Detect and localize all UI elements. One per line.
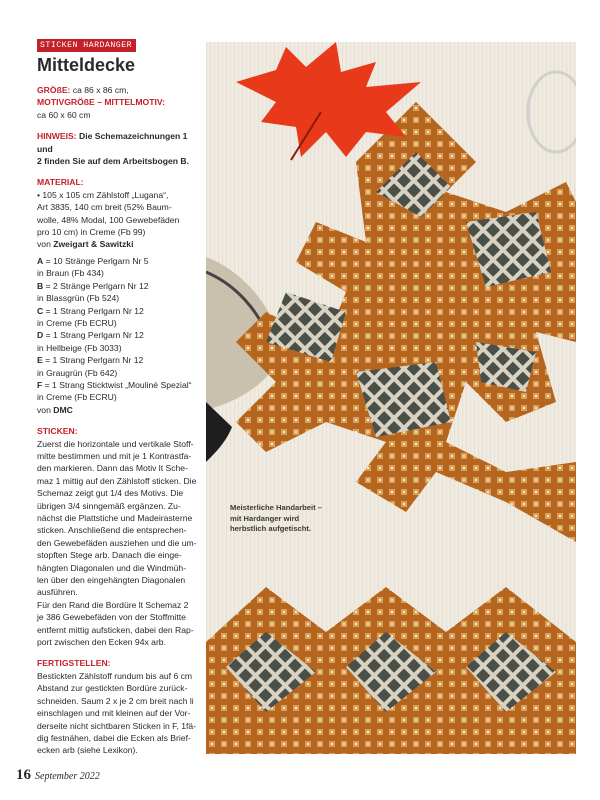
finish-label: FERTIGSTELLEN: xyxy=(37,658,111,669)
issue-date: September 2022 xyxy=(35,771,100,782)
text-line: port zwischen den Ecken 94x arb. xyxy=(37,637,166,648)
text-line: übrigen 3/4 sinngemäß ergänzen. Zu- xyxy=(37,500,181,511)
page-footer xyxy=(16,766,100,784)
caption-line: mit Hardanger wird xyxy=(230,513,300,523)
text-line: schneiden. Saum 2 x je 2 cm breit nach li xyxy=(37,695,194,706)
embroider-text xyxy=(37,438,197,649)
fabric-line: pro 10 cm) in Creme (Fb 99) xyxy=(37,227,146,238)
text-line: nächst die Plattstiche und Madeirasterne xyxy=(37,513,193,523)
embroider-label: STICKEN: xyxy=(37,426,78,437)
yarn-color: in Creme (Fb ECRU) xyxy=(37,392,117,403)
yarn-color: in Braun (Fb 434) xyxy=(37,268,104,279)
yarn-brand: DMC xyxy=(53,404,73,415)
yarn-line: = 1 Strang Perlgarn Nr 12 xyxy=(43,305,144,316)
text-column xyxy=(37,38,197,766)
motif-value: ca 60 x 60 cm xyxy=(37,109,91,120)
yarn-by: von xyxy=(37,404,51,415)
yarn-color: in Graugrün (Fb 642) xyxy=(37,367,118,378)
motif-label: MOTIVGRÖßE – MITTELMOTIV: xyxy=(37,97,165,108)
text-line: hängten Diagonalen und die Windmüh- xyxy=(37,562,187,573)
text-line: einschlagen und mit kleinen auf der Vor- xyxy=(37,708,191,719)
yarn-color: in Creme (Fb ECRU) xyxy=(37,317,117,328)
text-line: derseite nicht sichtbaren Sticken in F, 1fä- xyxy=(37,720,197,731)
fabric-line: Art 3835, 140 cm breit (52% Baum- xyxy=(37,202,172,213)
text-line: maz 1 mittig auf den Zählstoff sticken. Die xyxy=(37,475,197,486)
yarn-line: = 1 Strang Perlgarn Nr 12 xyxy=(43,330,144,341)
text-line: sticken. Anschließend die entsprechen- xyxy=(37,525,187,536)
yarn-line: = 2 Stränge Perlgarn Nr 12 xyxy=(43,280,149,291)
yarn-line: = 1 Strang Sticktwist „Mouliné Spezial“ xyxy=(42,379,192,390)
watermark: PassionForum.ru xyxy=(523,782,592,792)
text-line: ecken arb (siehe Lexikon). xyxy=(37,745,138,756)
caption-line: Meisterliche Handarbeit – xyxy=(230,503,323,512)
yarn-key: E xyxy=(37,355,43,366)
yarn-color: in Hellbeige (Fb 3033) xyxy=(37,342,122,353)
text-line: Für den Rand die Bordüre lt Schemaz 2 xyxy=(37,599,189,610)
text-line: dig festnähen, dabei die Ecken als Brief- xyxy=(37,732,191,743)
size-value: ca 86 x 86 cm, xyxy=(72,85,129,95)
page-number: 16 xyxy=(16,767,31,783)
finish-block xyxy=(37,657,197,756)
yarn-key: A xyxy=(37,255,44,266)
text-line: Bestickten Zählstoff rundum bis auf 6 cm xyxy=(37,670,193,681)
yarn-key: B xyxy=(37,280,44,291)
note-line-2: 2 finden Sie auf dem Arbeitsbogen B. xyxy=(37,156,190,167)
hardanger-photo xyxy=(206,42,576,754)
text-line: entfernt mittig aufsticken, dabei den Rap- xyxy=(37,624,194,635)
fabric-by: von xyxy=(37,239,51,250)
yarn-line: = 10 Stränge Perlgarn Nr 5 xyxy=(43,255,149,266)
text-line: stopften Stege arb. Danach die einge- xyxy=(37,550,182,561)
text-line: den Gewebefäden ausziehen und die um- xyxy=(37,537,197,548)
text-line: Abstand zur gestickten Bordüre zurück- xyxy=(37,683,188,694)
fabric-line: wolle, 48% Modal, 100 Gewebefäden xyxy=(37,214,180,225)
size-block xyxy=(37,84,197,121)
yarn-key: F xyxy=(37,379,43,390)
category-tag: STICKEN HARDANGER xyxy=(37,39,136,52)
finish-text xyxy=(37,670,197,757)
text-line: ausführen. xyxy=(37,587,78,598)
note-block xyxy=(37,130,197,167)
size-label: GRÖßE: xyxy=(37,85,71,95)
note-label: HINWEIS: xyxy=(37,131,77,142)
text-line: Schemaz zeigt gut 1/4 des Motivs. Die xyxy=(37,488,184,499)
page-title: Mitteldecke xyxy=(37,55,136,75)
material-block xyxy=(37,176,197,416)
yarn-key: C xyxy=(37,305,44,316)
note-line-1: Die Schemazeichnungen 1 und xyxy=(37,131,188,154)
embroider-block xyxy=(37,425,197,648)
material-label: MATERIAL: xyxy=(37,177,84,188)
photo-illustration xyxy=(206,42,576,754)
yarn-key: D xyxy=(37,330,44,341)
text-line: Zuerst die horizontale und vertikale Stoff- xyxy=(37,438,194,449)
text-line: len über den eingehängten Diagonalen xyxy=(37,575,186,586)
fabric-line: • 105 x 105 cm Zählstoff „Lugana“, xyxy=(37,189,169,200)
photo-caption xyxy=(230,503,350,535)
text-line: den markieren. Dann das Motiv lt Sche- xyxy=(37,463,188,474)
fabric-brand: Zweigart & Sawitzki xyxy=(53,239,134,250)
text-line: mitte bestimmen und mit je 1 Kontrastfa- xyxy=(37,450,192,461)
text-line: je 386 Gewebefäden von der Stoffmitte xyxy=(37,612,186,623)
caption-line: herbstlich aufgetischt. xyxy=(230,524,312,533)
yarn-color: in Blassgrün (Fb 524) xyxy=(37,293,120,304)
yarn-line: = 1 Strang Perlgarn Nr 12 xyxy=(42,355,144,366)
